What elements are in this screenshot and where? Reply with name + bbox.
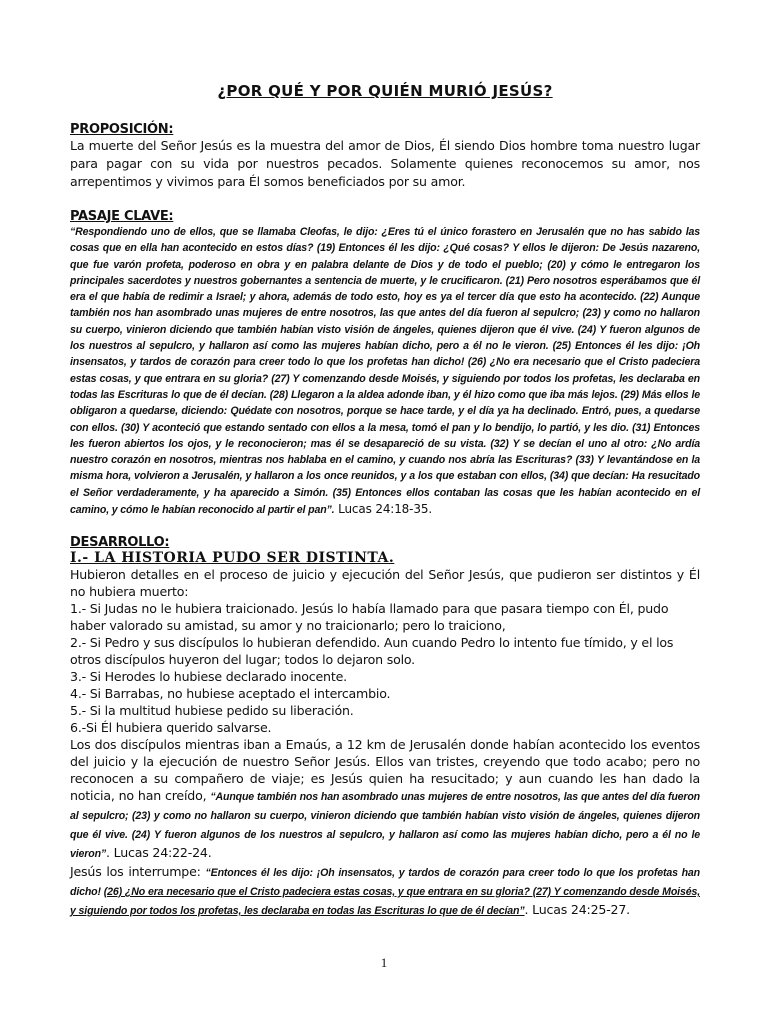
proposicion-text: La muerte del Señor Jesús es la muestra del amor de Dios, Él siendo Dios hombre toma nuestro lugar para pagar con su vida por nuestros pecados. Solamente quienes reconocemos su amor, nos arrepentimos y vivimos para Él somos beneficiados por su amor. [70,138,700,189]
proposicion-section [70,122,700,191]
page-title: ¿POR QUÉ Y POR QUIÉN MURIÓ JESÚS? [217,82,553,100]
interrumpe-text: Jesús los interrumpe: [70,864,206,879]
interrumpe-quote-a: “Entonces él les dijo: ¡Oh insensatos, y tardos de corazón para creer todo lo que los profetas han dicho! [70,867,700,898]
emaus-text: Los dos discípulos mientras iban a Emaús, a 12 km de Jerusalén donde habían acontecido los eventos del juicio y la ejecución de nuestro Señor Jesús. Ellos van tristes, creyendo que todo acabo; pero no reconocen a su compañero de viaje; es Jesús quien ha resucitado; y aun cuando les han dado la noticia, no han creído, [70,737,700,803]
interrumpe-reference: . Lucas 24:25-27. [524,902,630,917]
emaus-quote: “Aunque también nos han asombrado unas mujeres de entre nosotros, las que antes del día fueron al sepulcro; (23) y como no hallaron su cuerpo, vinieron diciendo que también habían visto visión de ángeles, quienes dijeron que él vive. (24) Y fueron algunos de los nuestros al sepulcro, y hallaron así como las mujeres habían dicho, pero a él no le vieron” [70,791,700,860]
emaus-reference: . Lucas 24:22-24. [106,845,212,860]
list-item: 1.- Si Judas no le hubiera traicionado. Jesús lo había llamado para que pasara tiempo con Él, pudo haber valorado su amistad, su amor y no traicionarlo; pero lo traiciono, [70,601,669,633]
proposicion-heading: PROPOSICIÓN: [70,122,174,137]
page-number: 1 [380,955,388,970]
emaus-paragraph [70,736,700,863]
interrumpe-quote-b: (26) ¿No era necesario que el Cristo padeciera estas cosas, y que entrara en su gloria? (27) Y comenzando desde Moisés, y siguiendo por todos los profetas, les declaraba en todas las Escrituras lo que de él decían” [70,886,700,917]
list-item: 2.- Si Pedro y sus discípulos lo hubieran defendido. Aun cuando Pedro lo intento fue tímido, y el los otros discípulos huyeron del lugar; todos lo dejaron solo. [70,635,674,667]
reasons-list [70,600,700,736]
list-item: 4.- Si Barrabas, no hubiese aceptado el intercambio. [70,686,391,701]
pasaje-reference: Lucas 24:18-35. [334,502,432,517]
pasaje-section [70,209,700,518]
desarrollo-section [70,535,700,920]
desarrollo-heading: DESARROLLO: [70,535,170,550]
pasaje-heading: PASAJE CLAVE: [70,209,174,224]
interrumpe-paragraph [70,863,700,920]
list-item: 6.-Si Él hubiera querido salvarse. [70,720,272,735]
pasaje-quote-text: “Respondiendo uno de ellos, que se llamaba Cleofas, le dijo: ¿Eres tú el único forastero en Jerusalén que no has sabido las cosas que en ella han acontecido en estos días? (19) Entonces él les dijo: ¿Qué cosas? Y ellos le dijeron: De Jesús nazareno, que fue varón profeta, poderoso en obra y en palabra delante de Dios y de todo el pueblo; (20) y cómo le entregaron los principales sacerdotes y nuestros gobernantes a sentencia de muerte, y le crucificaron. (21) Pero nosotros esperábamos que él era el que había de redimir a Israel; y ahora, además de todo esto, hoy es ya el tercer día que esto ha acontecido. (22) Aunque también nos han asombrado unas mujeres de entre nosotros, las que antes del día fueron al sepulcro; (23) y como no hallaron su cuerpo, vinieron diciendo que también habían visto visión de ángeles, quienes dijeron que él vive. (24) Y fueron algunos de los nuestros al sepulcro, y hallaron así como las mujeres habían dicho, pero a él no le vieron. (25) Entonces él les dijo: ¡Oh insensatos, y tardos de corazón para creer todo lo que los profetas han dicho! (26) ¿No era necesario que el Cristo padeciera estas cosas, y que entrara en su gloria? (27) Y comenzando desde Moisés, y siguiendo por todos los profetas, les declaraba en todas las Escrituras lo que de él decían. (28) Llegaron a la aldea adonde iban, y él hizo como que iba más lejos. (29) Más ellos le obligaron a quedarse, diciendo: Quédate con nosotros, porque se hace tarde, y el día ya ha declinado. Entró, pues, a quedarse con ellos. (30) Y aconteció que estando sentado con ellos a la mesa, tomó el pan y lo bendijo, lo partió, y les dio. (31) Entonces les fueron abiertos los ojos, y le reconocieron; mas él se desapareció de su vista. (32) Y se decían el uno al otro: ¿No ardía nuestro corazón en nosotros, mientras nos hablaba en el camino, y cuando nos abría las Escrituras? (33) Y levantándose en la misma hora, volvieron a Jerusalén, y hallaron a los once reunidos, y a los que estaban con ellos, (34) que decían: Ha resucitado el Señor verdaderamente, y ha aparecido a Simón. (35) Entonces ellos contaban las cosas que les habían acontecido en el camino, y cómo le habían reconocido al partir el pan”. [70,226,700,517]
desarrollo-subheading: I.- LA HISTORIA PUDO SER DISTINTA. [70,550,395,566]
desarrollo-intro: Hubieron detalles en el proceso de juicio y ejecución del Señor Jesús, que pudieron ser distintos y Él no hubiera muerto: [70,567,700,599]
list-item: 5.- Si la multitud hubiese pedido su liberación. [70,703,354,718]
pasaje-quote [70,224,700,518]
list-item: 3.- Si Herodes lo hubiese declarado inocente. [70,669,347,684]
